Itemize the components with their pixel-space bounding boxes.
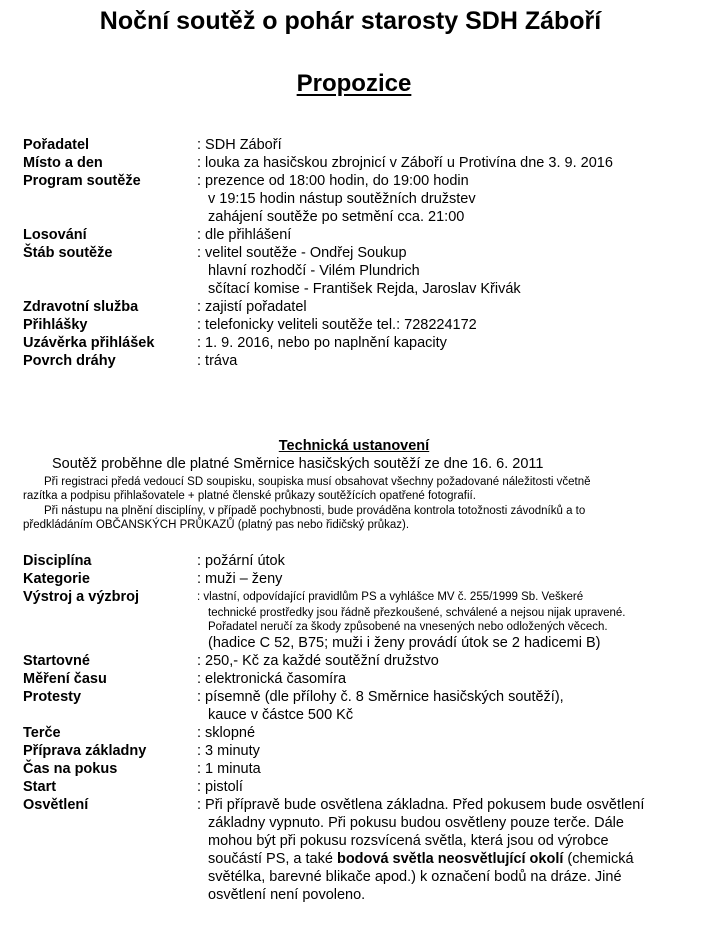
value-uzaverka: : 1. 9. 2016, nebo po naplnění kapacity bbox=[197, 335, 447, 351]
value-kategorie: : muži – ženy bbox=[197, 571, 283, 587]
label-losovani: Losování bbox=[23, 227, 87, 243]
value-start: : pistolí bbox=[197, 779, 243, 795]
value-mereni: : elektronická časomíra bbox=[197, 671, 347, 687]
value-osvetleni-line: světélka, barevné blikače apod.) k označení bodů na dráze. Jiné bbox=[208, 869, 622, 885]
label-misto: Místo a den bbox=[23, 155, 103, 171]
label-priprava: Příprava základny bbox=[23, 743, 147, 759]
technical-paragraph-identity-check bbox=[23, 504, 674, 532]
paragraph-line: Při nástupu na plnění disciplíny, v případě pochybnosti, bude prováděna kontrola totožnosti závodníků a to bbox=[44, 505, 586, 517]
label-cas: Čas na pokus bbox=[23, 761, 118, 777]
page-title: Noční soutěž o pohár starosty SDH Záboří bbox=[99, 7, 602, 35]
value-zdravotni: : zajistí pořadatel bbox=[197, 299, 307, 315]
paragraph-line: razítka a podpisu přihlašovatele + platné členské průkazy soutěžících opatřené fotografií. bbox=[23, 490, 476, 502]
paragraph-line: předkládáním OBČANSKÝCH PRŮKAZŮ (platný pas nebo řidičský průkaz). bbox=[23, 519, 410, 531]
label-mereni: Měření času bbox=[23, 671, 107, 687]
label-osvetleni: Osvětlení bbox=[23, 797, 89, 813]
value-program-line: zahájení soutěže po setmění cca. 21:00 bbox=[208, 209, 465, 225]
osvetleni-emphasis: bodová světla neosvětlující okolí bbox=[336, 851, 564, 867]
label-uzaverka: Uzávěrka přihlášek bbox=[23, 335, 155, 351]
value-protesty-line: : písemně (dle přílohy č. 8 Směrnice hasičských soutěží), bbox=[197, 689, 564, 705]
value-program-line: : prezence od 18:00 hodin, do 19:00 hodin bbox=[197, 173, 469, 189]
label-vystroj: Výstroj a výzbroj bbox=[23, 589, 140, 605]
label-povrch: Povrch dráhy bbox=[23, 353, 116, 369]
value-startovne: : 250,- Kč za každé soutěžní družstvo bbox=[197, 653, 439, 669]
osvetleni-text: součástí PS, a také bbox=[208, 851, 337, 867]
label-prihlasky: Přihlášky bbox=[23, 317, 88, 333]
technical-paragraph-registration bbox=[23, 475, 674, 503]
label-start: Start bbox=[23, 779, 57, 795]
value-osvetleni-line: základny vypnuto. Při pokusu budou osvětleny pouze terče. Dále bbox=[208, 815, 624, 831]
label-protesty: Protesty bbox=[23, 689, 82, 705]
value-poradatel: : SDH Záboří bbox=[197, 137, 282, 153]
label-zdravotni: Zdravotní služba bbox=[23, 299, 139, 315]
value-vystroj-line: technické prostředky jsou řádně přezkoušené, schválené a nejsou nijak upravené. bbox=[208, 607, 626, 619]
value-disciplina: : požární útok bbox=[197, 553, 285, 569]
paragraph-line: Při registraci předá vedoucí SD soupisku, soupiska musí obsahovat všechny požadované náležitosti včetně bbox=[44, 476, 591, 488]
value-osvetleni-line: osvětlení není povoleno. bbox=[208, 887, 366, 903]
value-protesty-line: kauce v částce 500 Kč bbox=[208, 707, 354, 723]
technical-intro: Soutěž proběhne dle platné Směrnice hasičských soutěží ze dne 16. 6. 2011 bbox=[52, 456, 544, 472]
label-stab: Štáb soutěže bbox=[23, 245, 113, 261]
page-subtitle: Propozice bbox=[296, 70, 412, 97]
value-losovani: : dle přihlášení bbox=[197, 227, 292, 243]
value-vystroj-line: (hadice C 52, B75; muži i ženy provádí útok se 2 hadicemi B) bbox=[208, 635, 601, 651]
value-cas: : 1 minuta bbox=[197, 761, 261, 777]
value-priprava: : 3 minuty bbox=[197, 743, 260, 759]
label-poradatel: Pořadatel bbox=[23, 137, 90, 153]
value-stab-line: hlavní rozhodčí - Vilém Plundrich bbox=[208, 263, 420, 279]
osvetleni-text: (chemická bbox=[563, 851, 634, 867]
value-osvetleni-line: mohou být při pokusu rozsvícená světla, která jsou od výrobce bbox=[208, 833, 609, 849]
value-terce: : sklopné bbox=[197, 725, 256, 741]
label-terce: Terče bbox=[23, 725, 61, 741]
value-vystroj-line: Pořadatel neručí za škody způsobené na vnesených nebo odložených věcech. bbox=[208, 621, 608, 633]
value-program-line: v 19:15 hodin nástup soutěžních družstev bbox=[208, 191, 476, 207]
value-osvetleni-line bbox=[197, 850, 692, 868]
value-stab-line: : velitel soutěže - Ondřej Soukup bbox=[197, 245, 407, 261]
label-startovne: Startovné bbox=[23, 653, 90, 669]
label-program: Program soutěže bbox=[23, 173, 141, 189]
value-osvetleni-line: : Při přípravě bude osvětlena základna. Před pokusem bude osvětlení bbox=[197, 797, 645, 813]
section-heading-technical: Technická ustanovení bbox=[278, 438, 430, 454]
value-stab-line: sčítací komise - František Rejda, Jaroslav Křivák bbox=[208, 281, 521, 297]
value-vystroj-line: : vlastní, odpovídající pravidlům PS a vyhlášce MV č. 255/1999 Sb. Veškeré bbox=[197, 591, 584, 603]
label-disciplina: Disciplína bbox=[23, 553, 92, 569]
value-misto: : louka za hasičskou zbrojnicí v Záboří u Protivína dne 3. 9. 2016 bbox=[197, 155, 613, 171]
value-prihlasky: : telefonicky veliteli soutěže tel.: 728224172 bbox=[197, 317, 477, 333]
label-kategorie: Kategorie bbox=[23, 571, 90, 587]
value-povrch: : tráva bbox=[197, 353, 238, 369]
